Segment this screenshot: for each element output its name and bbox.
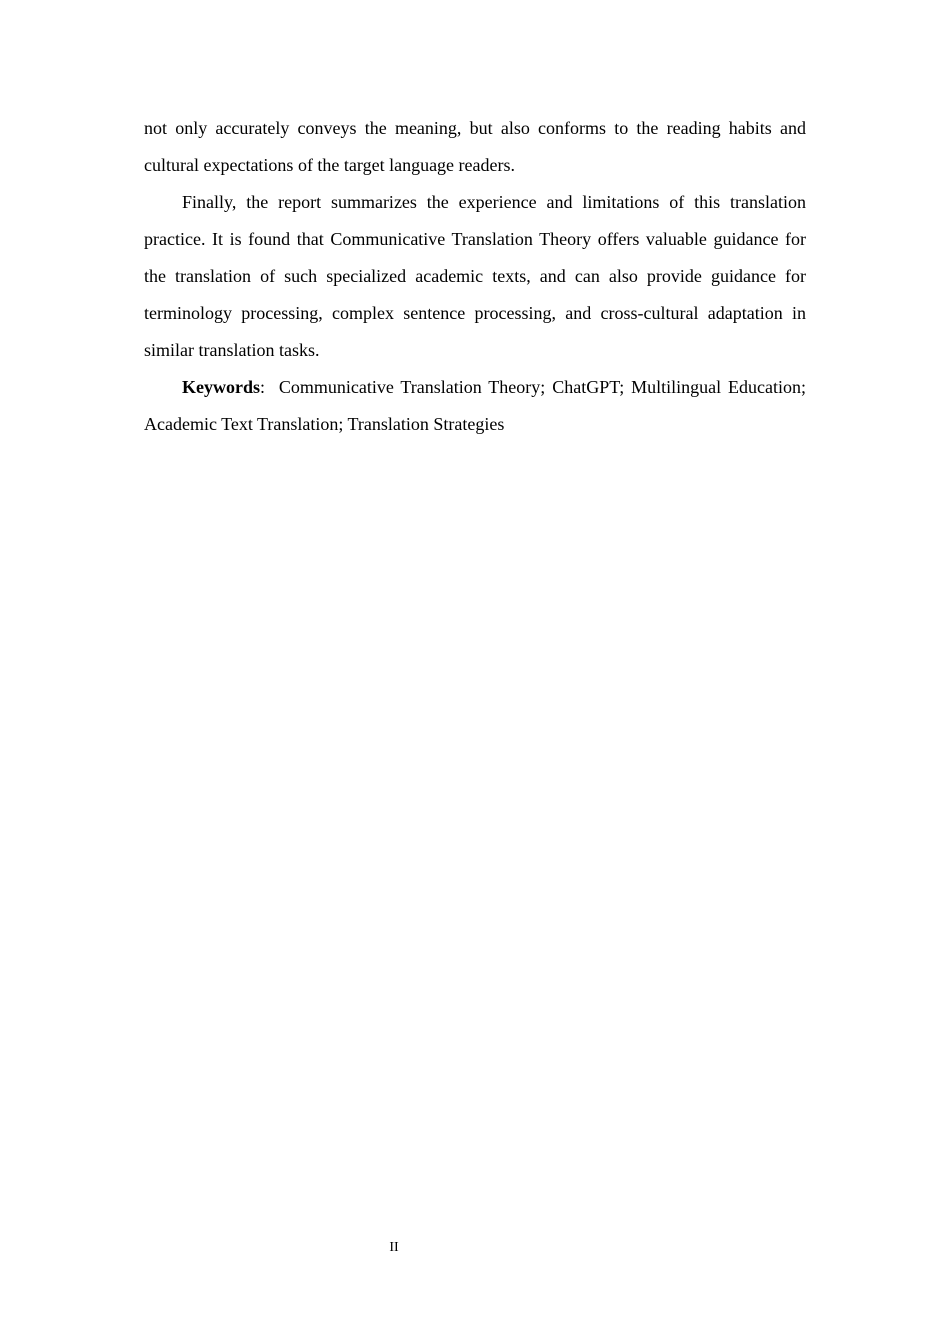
- abstract-body: [144, 110, 806, 443]
- keywords-line: [144, 369, 806, 443]
- keywords-label: Keywords: [182, 377, 260, 397]
- paragraph-continuation: not only accurately conveys the meaning, but also conforms to the reading habits and cultural expectations of the target language readers.: [144, 118, 806, 175]
- keywords-text: Communicative Translation Theory; ChatGPT; Multilingual Education; Academic Text Translation; Translation Strategies: [144, 377, 806, 434]
- keywords-separator: :: [260, 377, 266, 397]
- page-number: II: [389, 1240, 399, 1255]
- paragraph-conclusion: Finally, the report summarizes the experience and limitations of this translation practice. It is found that Communicative Translation Theory offers valuable guidance for the translation of such specialized academic texts, and can also provide guidance for terminology processing, complex sentence processing, and cross-cultural adaptation in similar translation tasks.: [144, 192, 806, 360]
